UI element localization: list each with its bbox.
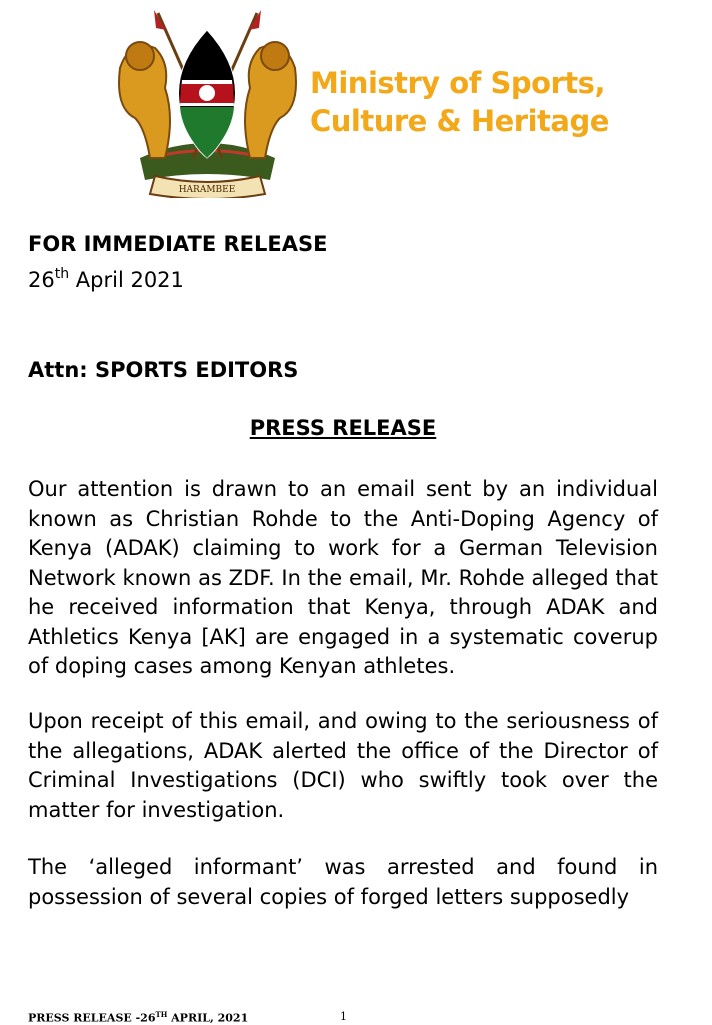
paragraph-3: The ‘alleged informant’ was arrested and found in possession of several copies of forged letters supposedly — [28, 855, 658, 909]
motto-text: HARAMBEE — [178, 185, 236, 195]
date-suffix: th — [54, 266, 70, 282]
footer-label — [28, 1010, 248, 1025]
footer-prefix: PRESS RELEASE -26 — [28, 1011, 156, 1025]
kenya-coat-of-arms-icon — [110, 8, 305, 198]
release-date — [28, 266, 184, 292]
footer-suffix: TH — [155, 1010, 168, 1019]
release-label: FOR IMMEDIATE RELEASE — [28, 232, 328, 256]
date-day: 26 — [28, 268, 55, 292]
ministry-line-2: Culture & Heritage — [310, 104, 609, 138]
footer-rest: APRIL, 2021 — [167, 1011, 249, 1025]
attention-line: Attn: SPORTS EDITORS — [28, 358, 299, 382]
page-number: 1 — [340, 1010, 347, 1023]
page-title: PRESS RELEASE — [249, 416, 437, 440]
date-rest: April 2021 — [69, 268, 184, 292]
ministry-name — [310, 64, 609, 140]
paragraph-2: Upon receipt of this email, and owing to the seriousness of the allegations, ADAK alerted the office of the Director of Criminal Investigations (DCI) who swiftly took over the matter for investigation. — [28, 709, 658, 822]
letterhead — [0, 0, 712, 210]
paragraph-1: Our attention is drawn to an email sent by an individual known as Christian Rohde to the Anti-Doping Agency of Kenya (ADAK) claiming to work for a German Television Network known as ZDF. In the email, Mr. Rohde alleged that he received information that Kenya, through ADAK and Athletics Kenya [AK] are engaged in a systematic coverup of doping cases among Kenyan athletes. — [28, 477, 658, 678]
ministry-line-1: Ministry of Sports, — [310, 66, 605, 100]
